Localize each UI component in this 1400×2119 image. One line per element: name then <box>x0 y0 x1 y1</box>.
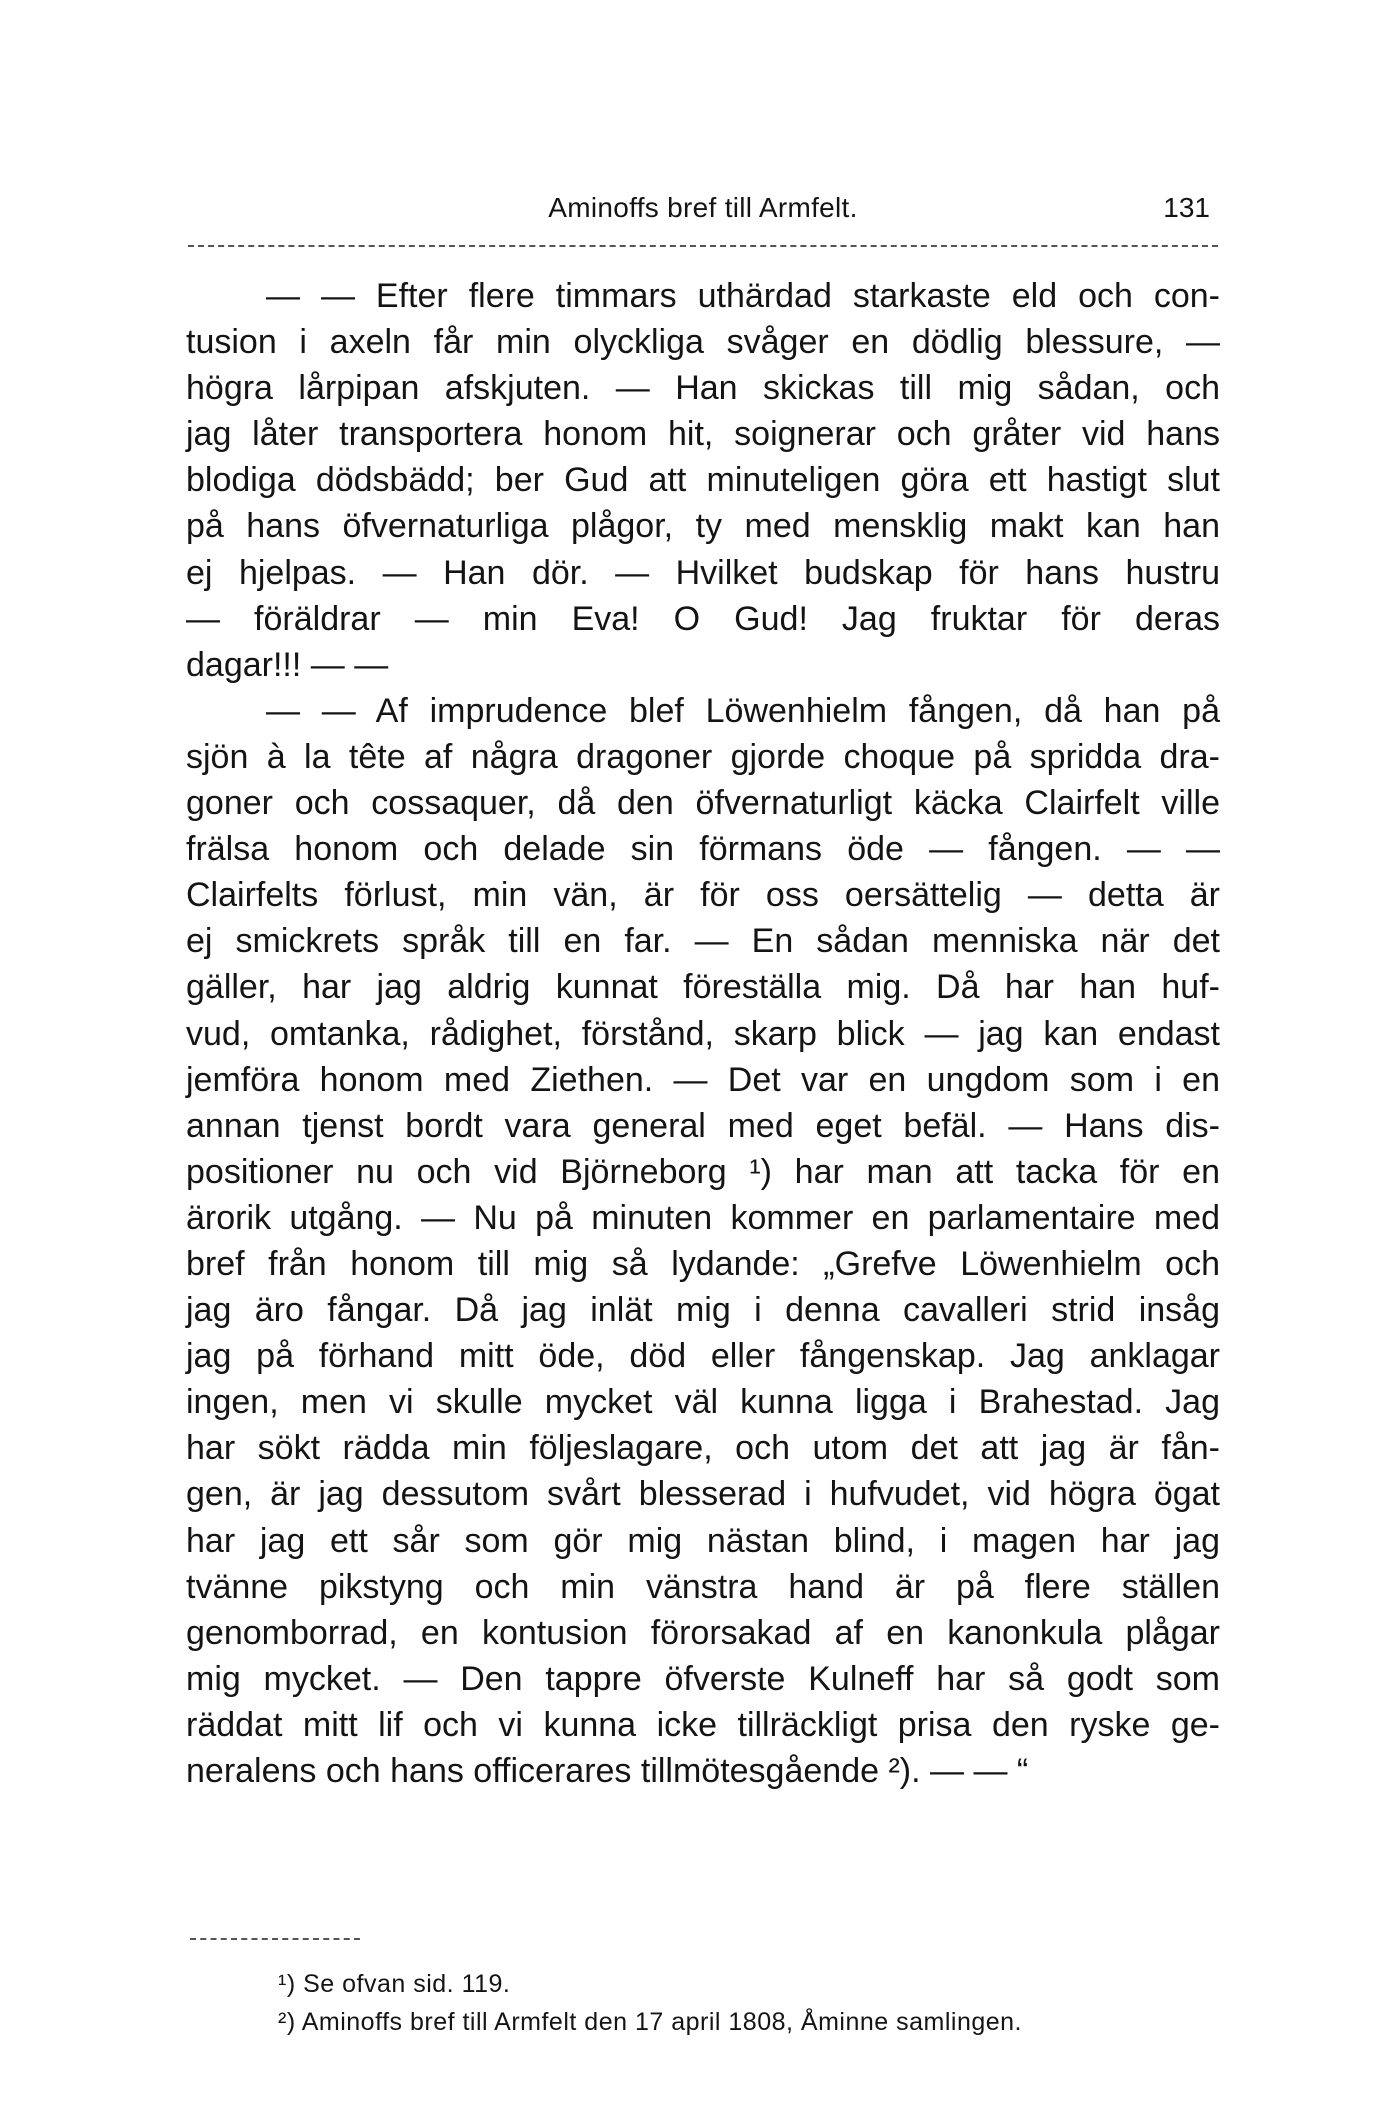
main-text <box>186 273 1220 1794</box>
text-line: tusion i axeln får min olyckliga svåger en dödlig blessure, — <box>186 323 1220 362</box>
running-head-title: Aminoffs bref till Armfelt. <box>548 192 858 223</box>
text-line: jag äro fångar. Då jag inlät mig i denna cavalleri strid insåg <box>186 1291 1220 1330</box>
text-line: blodiga dödsbädd; ber Gud att minuteligen göra ett hastigt slut <box>186 461 1220 500</box>
text-line: högra lårpipan afskjuten. — Han skickas till mig sådan, och <box>186 369 1220 408</box>
text-line: frälsa honom och delade sin förmans öde — fången. — — <box>186 830 1220 869</box>
text-line: på hans öfvernaturliga plågor, ty med mensklig makt kan han <box>186 507 1220 546</box>
text-line: goner och cossaquer, då den öfvernaturligt käcka Clairfelt ville <box>186 784 1220 823</box>
text-line: dagar!!! — — <box>186 645 389 684</box>
text-line: — — Efter flere timmars uthärdad starkaste eld och con- <box>266 277 1220 315</box>
footnote-1: ¹) Se ofvan sid. 119. <box>278 1970 511 1998</box>
text-line: ärorik utgång. — Nu på minuten kommer en parlamentaire med <box>186 1198 1220 1237</box>
text-line: har sökt rädda min följeslagare, och utom det att jag är fån- <box>186 1429 1220 1468</box>
text-line: bref från honom till mig så lydande: „Grefve Löwenhielm och <box>186 1244 1220 1283</box>
text-line: neralens och hans officerares tillmötesgående ²). — — “ <box>186 1752 1029 1790</box>
paragraph <box>186 688 1220 1794</box>
text-line: tvänne pikstyng och min vänstra hand är på flere ställen <box>186 1567 1220 1606</box>
text-line: gen, är jag dessutom svårt blesserad i hufvudet, vid högra ögat <box>186 1475 1220 1514</box>
text-line: jag låter transportera honom hit, soignerar och gråter vid hans <box>186 415 1220 454</box>
text-line: sjön à la tête af några dragoner gjorde choque på spridda dra- <box>186 737 1220 776</box>
text-line: ej smickrets språk till en far. — En sådan menniska när det <box>186 922 1220 961</box>
text-line: — föräldrar — min Eva! O Gud! Jag fruktar för deras <box>186 599 1220 638</box>
page-header <box>188 192 1218 232</box>
text-line: — — Af imprudence blef Löwenhielm fången, då han på <box>266 691 1220 730</box>
text-line: gäller, har jag aldrig kunnat föreställa mig. Då har han huf- <box>186 968 1220 1007</box>
text-line: Clairfelts förlust, min vän, är för oss oersättelig — detta är <box>186 876 1220 915</box>
page-number: 131 <box>1163 192 1210 223</box>
header-rule <box>188 245 1218 247</box>
text-line: ej hjelpas. — Han dör. — Hvilket budskap för hans hustru <box>186 553 1220 592</box>
text-line: positioner nu och vid Björneborg ¹) har man att tacka för en <box>186 1152 1220 1191</box>
footnote-2: ²) Aminoffs bref till Armfelt den 17 april 1808, Åminne samlingen. <box>278 2008 1022 2036</box>
footnotes <box>278 1965 1218 2041</box>
paragraph <box>186 273 1220 688</box>
text-line: jag på förhand mitt öde, död eller fångenskap. Jag anklagar <box>186 1337 1220 1376</box>
text-line: mig mycket. — Den tappre öfverste Kulneff har så godt som <box>186 1659 1220 1698</box>
footnote-rule <box>190 1938 360 1940</box>
text-line: ingen, men vi skulle mycket väl kunna ligga i Brahestad. Jag <box>186 1383 1220 1422</box>
text-line: vud, omtanka, rådighet, förstånd, skarp blick — jag kan endast <box>186 1014 1220 1053</box>
text-line: genomborrad, en kontusion förorsakad af en kanonkula plågar <box>186 1613 1220 1652</box>
text-line: räddat mitt lif och vi kunna icke tillräckligt prisa den ryske ge- <box>186 1705 1220 1744</box>
text-line: har jag ett sår som gör mig nästan blind, i magen har jag <box>186 1521 1220 1560</box>
text-line: jemföra honom med Ziethen. — Det var en ungdom som i en <box>186 1060 1220 1099</box>
text-line: annan tjenst bordt vara general med eget befäl. — Hans dis- <box>186 1106 1220 1145</box>
